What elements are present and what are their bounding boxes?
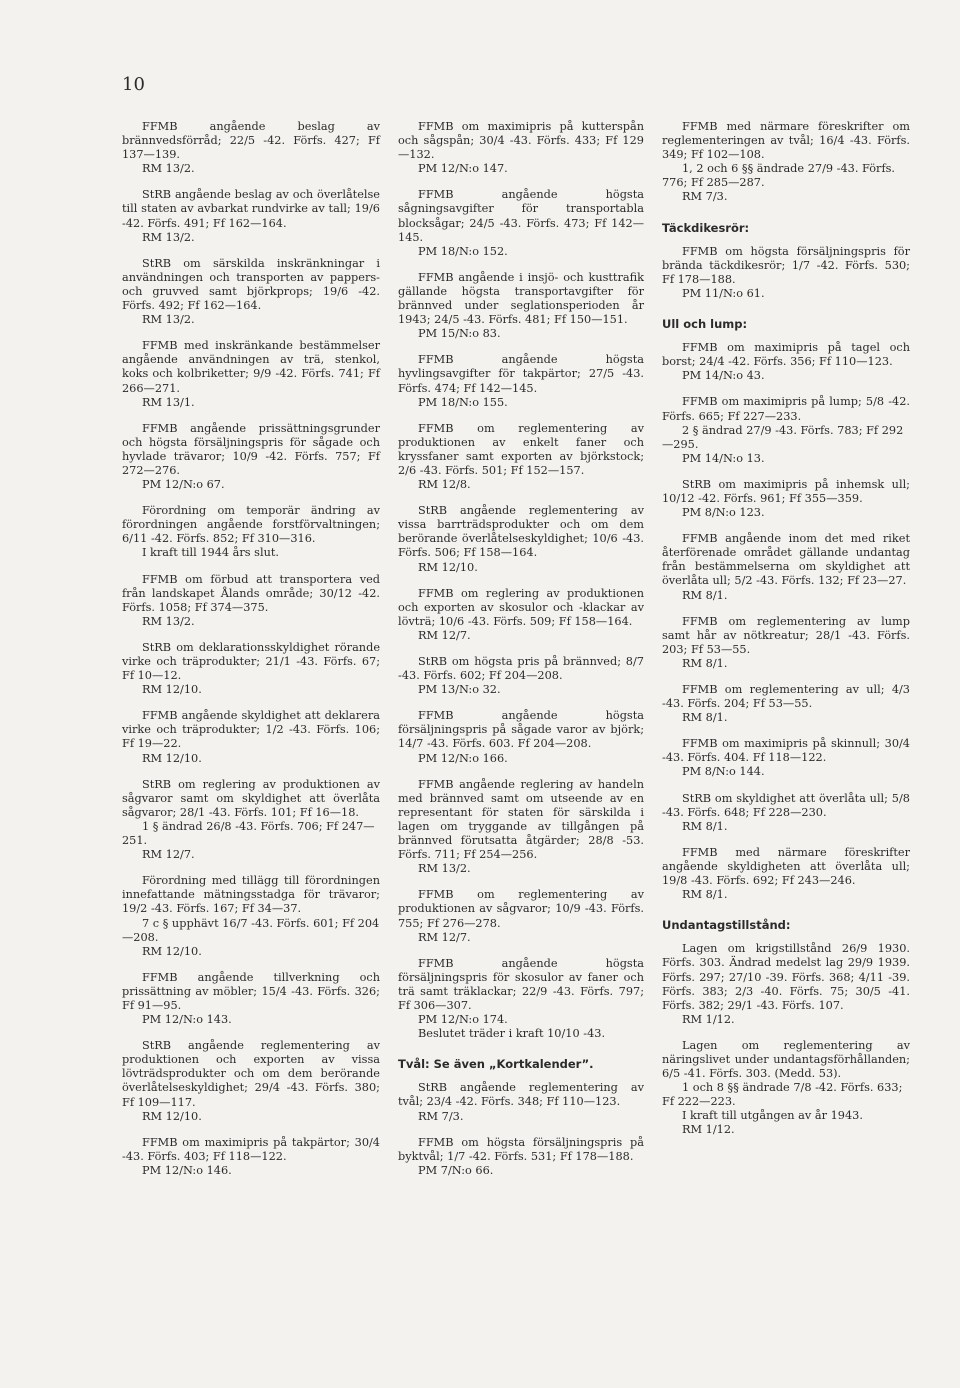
entry-reference: PM 18/N:o 152. bbox=[418, 244, 508, 258]
entry-reference: PM 15/N:o 83. bbox=[418, 327, 501, 341]
entry-reference: RM 12/7. bbox=[418, 628, 471, 642]
entry-body: FFMB om reglering av produktionen och exporten av skosulor och -klackar av lövträ; 10/6 -43. Förfs. 509; Ff 158—164. bbox=[398, 586, 644, 628]
document-entry bbox=[662, 245, 910, 301]
entry-body: FFMB angående högsta försäljningspris för skosulor av faner och trä samt träklackar; 22/9 -43. Förfs. 797; Ff 306—307. bbox=[398, 956, 644, 1012]
entry-reference: PM 13/N:o 32. bbox=[418, 683, 501, 697]
document-entry bbox=[122, 971, 380, 1027]
section-heading: Tvål: Se även „Kortkalender”. bbox=[398, 1057, 594, 1072]
entry-reference: RM 12/10. bbox=[418, 560, 478, 574]
document-entry bbox=[122, 874, 380, 959]
entry-body: FFMB om reglementering av produktionen av enkelt faner och kryssfaner samt exporten av björkstock; 2/6 -43. Förfs. 501; Ff 152—157. bbox=[398, 421, 644, 477]
entry-reference: RM 13/2. bbox=[418, 862, 471, 876]
document-entry bbox=[662, 737, 910, 779]
entry-body: FFMB om maximipris på takpärtor; 30/4 -43. Förfs. 403; Ff 118—122. bbox=[122, 1135, 380, 1163]
document-entry bbox=[398, 188, 644, 258]
entry-reference: 7 c § upphävt 16/7 -43. Förfs. 601; Ff 204—208. bbox=[122, 916, 380, 944]
entry-body: StRB om skyldighet att överlåta ull; 5/8 -43. Förfs. 648; Ff 228—230. bbox=[662, 791, 910, 819]
document-entry bbox=[662, 615, 910, 671]
entry-body: FFMB om maximipris på tagel och borst; 24/4 -42. Förfs. 356; Ff 110—123. bbox=[662, 341, 910, 369]
document-entry bbox=[662, 120, 910, 205]
section-heading: Ull och lump: bbox=[662, 317, 748, 332]
entry-body: FFMB om maximipris på skinnull; 30/4 -43. Förfs. 404. Ff 118—122. bbox=[662, 737, 910, 765]
entry-reference: PM 12/N:o 166. bbox=[418, 751, 508, 765]
column-left bbox=[122, 120, 380, 1190]
document-entry bbox=[122, 573, 380, 629]
document-entry bbox=[122, 709, 380, 765]
document-entry bbox=[398, 709, 644, 765]
entry-reference: PM 12/N:o 174. bbox=[418, 1013, 508, 1027]
document-entry bbox=[122, 120, 380, 176]
column-middle bbox=[398, 120, 644, 1190]
document-entry bbox=[122, 1039, 380, 1124]
document-entry bbox=[122, 641, 380, 697]
entry-reference: RM 12/10. bbox=[142, 1109, 202, 1123]
entry-reference: RM 1/12. bbox=[682, 1012, 735, 1026]
entry-body: StRB om deklarationsskyldighet rörande virke och träprodukter; 21/1 -43. Förfs. 67; Ff 10—12. bbox=[122, 640, 380, 683]
entry-body: FFMB angående reglering av handeln med brännved samt om utseende av en representant för staten för särskilda i lagen om tryggande av tillgången på brännved förutsatta åtgärder; 28/8 -53. Förfs. 711; Ff 254—256. bbox=[398, 777, 644, 862]
entry-reference: RM 8/1. bbox=[682, 888, 728, 902]
section-heading: Täckdikesrör: bbox=[662, 220, 750, 235]
entry-body: FFMB om reglementering av produktionen av sågvaror; 10/9 -43. Förfs. 755; Ff 276—278. bbox=[398, 888, 644, 930]
document-entry bbox=[398, 353, 644, 409]
entry-body: FFMB angående högsta försäljningspris på sågade varor av björk; 14/7 -43. Förfs. 603. Ff 204—208. bbox=[398, 709, 644, 751]
document-entry bbox=[662, 478, 910, 520]
entry-body: Lagen om krigstillstånd 26/9 1930. Förfs. 303. Ändrad medelst lag 29/9 1939. Förfs. 297; 27/10 -39. Förfs. 368; 4/11 -39. Förfs. 383; 2/3 -40. Förfs. 75; 30/5 -41. Förfs. 382; 29/1 -43. Förfs. 107. bbox=[662, 942, 910, 1012]
entry-reference: RM 8/1. bbox=[682, 819, 728, 833]
entry-reference: PM 11/N:o 61. bbox=[682, 286, 765, 300]
entry-body: FFMB angående prissättningsgrunder och högsta försäljningspris för sågade och hyvlade trävaror; 10/9 -42. Förfs. 757; Ff 272—276. bbox=[122, 421, 380, 477]
entry-body: FFMB om reglementering av lump samt hår av nötkreatur; 28/1 -43. Förfs. 203; Ff 53—55. bbox=[662, 614, 910, 656]
entry-reference: PM 14/N:o 13. bbox=[682, 451, 765, 465]
entry-body: FFMB om högsta försäljningspris på byktvål; 1/7 -42. Förfs. 531; Ff 178—188. bbox=[398, 1135, 644, 1163]
entry-body: StRB om reglering av produktionen av sågvaror samt om skyldighet att överlåta sågvaror; 28/1 -43. Förfs. 101; Ff 16—18. bbox=[122, 777, 380, 819]
document-entry bbox=[662, 341, 910, 383]
document-entry bbox=[398, 888, 644, 944]
entry-body: Förordning om temporär ändring av förordningen angående forstförvaltningen; 6/11 -42. Förfs. 852; Ff 310—316. bbox=[122, 504, 380, 546]
document-entry bbox=[398, 422, 644, 492]
document-entry bbox=[122, 422, 380, 492]
entry-body: FFMB angående beslag av brännvedsförråd; 22/5 -42. Förfs. 427; Ff 137—139. bbox=[122, 120, 380, 162]
entry-reference: 2 § ändrad 27/9 -43. Förfs. 783; Ff 292—295. bbox=[662, 423, 904, 451]
entry-reference: RM 13/2. bbox=[142, 230, 195, 244]
entry-body: Förordning med tillägg till förordningen innefattande mätningsstadga för trävaror; 19/2 -43. Förfs. 167; Ff 34—37. bbox=[122, 874, 380, 916]
document-entry bbox=[662, 846, 910, 902]
entry-reference: RM 1/12. bbox=[682, 1123, 735, 1137]
entry-reference: I kraft till 1944 års slut. bbox=[142, 546, 279, 560]
entry-reference: RM 7/3. bbox=[682, 190, 728, 204]
entry-body: StRB om särskilda inskränkningar i användningen och transporten av pappers- och gruvved samt björkprops; 19/6 -42. Förfs. 492; Ff 162—164. bbox=[122, 256, 380, 313]
entry-body: StRB angående beslag av och överlåtelse till staten av avbarkat rundvirke av tall; 19/6 -42. Förfs. 491; Ff 162—164. bbox=[122, 188, 380, 230]
document-entry bbox=[662, 1039, 910, 1138]
entry-body: FFMB angående högsta hyvlingsavgifter för takpärtor; 27/5 -43. Förfs. 474; Ff 142—145. bbox=[398, 353, 644, 395]
entry-body: StRB angående reglementering av produktionen och exporten av vissa lövträdsprodukter och om dem berörande överlåtelseskyldighet; 29/4 -43. Förfs. 380; Ff 109—117. bbox=[122, 1039, 380, 1109]
entry-body: FFMB om reglementering av ull; 4/3 -43. Förfs. 204; Ff 53—55. bbox=[662, 683, 910, 711]
entry-body: FFMB angående i insjö- och kusttrafik gällande högsta transportavgifter för brännved under seglationsperioden år 1943; 24/5 -43. Förfs. 481; Ff 150—151. bbox=[398, 270, 644, 327]
entry-body: StRB om högsta pris på brännved; 8/7 -43. Förfs. 602; Ff 204—208. bbox=[398, 655, 644, 683]
entry-reference: 1 § ändrad 26/8 -43. Förfs. 706; Ff 247—251. bbox=[122, 819, 375, 848]
document-entry bbox=[122, 257, 380, 327]
entry-reference: PM 8/N:o 123. bbox=[682, 506, 765, 520]
entry-body: StRB angående reglementering av tvål; 23/4 -42. Förfs. 348; Ff 110—123. bbox=[398, 1081, 644, 1109]
entry-body: FFMB angående tillverkning och prissättning av möbler; 15/4 -43. Förfs. 326; Ff 91—95. bbox=[122, 970, 380, 1012]
entry-body: FFMB om förbud att transportera ved från landskapet Ålands område; 30/12 -42. Förfs. 1058; Ff 374—375. bbox=[122, 572, 380, 614]
document-entry bbox=[122, 339, 380, 409]
entry-reference: PM 14/N:o 43. bbox=[682, 369, 765, 383]
entry-reference: Beslutet träder i kraft 10/10 -43. bbox=[418, 1027, 606, 1041]
entry-reference: RM 12/7. bbox=[142, 848, 195, 862]
entry-reference: RM 12/10. bbox=[142, 683, 202, 697]
section-heading: Undantagstillstånd: bbox=[662, 918, 791, 933]
entry-reference: RM 12/7. bbox=[418, 930, 471, 944]
entry-body: FFMB med inskränkande bestämmelser angående användningen av trä, stenkol, koks och kolbriketter; 9/9 -42. Förfs. 741; Ff 266—271. bbox=[122, 339, 380, 395]
entry-body: FFMB med närmare föreskrifter angående skyldigheten att överlåta ull; 19/8 -43. Förfs. 692; Ff 243—246. bbox=[662, 845, 910, 888]
entry-reference: RM 12/8. bbox=[418, 478, 471, 492]
entry-body: StRB angående reglementering av vissa barrträdsprodukter och om dem berörande överlåtelseskyldighet; 10/6 -43. Förfs. 506; Ff 158—164. bbox=[398, 504, 644, 560]
entry-reference: PM 18/N:o 155. bbox=[418, 395, 508, 409]
entry-body: FFMB om maximipris på lump; 5/8 -42. Förfs. 665; Ff 227—233. bbox=[662, 395, 910, 423]
entry-body: Lagen om reglementering av näringslivet under undantagsförhållanden; 6/5 -41. Förfs. 303. (Medd. 53). bbox=[662, 1038, 910, 1081]
entry-reference: RM 7/3. bbox=[418, 1109, 464, 1123]
document-entry bbox=[398, 778, 644, 877]
document-entry bbox=[662, 532, 910, 602]
document-entry bbox=[122, 778, 380, 863]
document-entry bbox=[662, 942, 910, 1027]
document-entry bbox=[398, 120, 644, 176]
entry-reference: RM 12/10. bbox=[142, 751, 202, 765]
document-entry bbox=[398, 587, 644, 643]
document-entry bbox=[398, 504, 644, 574]
entry-reference: RM 12/10. bbox=[142, 944, 202, 958]
entry-reference: PM 12/N:o 146. bbox=[142, 1163, 232, 1177]
document-entry bbox=[398, 957, 644, 1042]
page-number: 10 bbox=[122, 74, 145, 95]
document-entry bbox=[122, 504, 380, 560]
entry-body: FFMB om högsta försäljningspris för brända täckdikesrör; 1/7 -42. Förfs. 530; Ff 178—188. bbox=[662, 244, 910, 286]
document-entry bbox=[662, 683, 910, 725]
document-entry bbox=[398, 1136, 644, 1178]
entry-body: FFMB angående högsta sågningsavgifter för transportabla blocksågar; 24/5 -43. Förfs. 473; Ff 142—145. bbox=[398, 188, 644, 244]
entry-body: FFMB om maximipris på kutterspån och sågspån; 30/4 -43. Förfs. 433; Ff 129—132. bbox=[398, 120, 644, 162]
entry-body: StRB om maximipris på inhemsk ull; 10/12 -42. Förfs. 961; Ff 355—359. bbox=[662, 477, 910, 505]
entry-reference: PM 8/N:o 144. bbox=[682, 765, 765, 779]
entry-reference: RM 8/1. bbox=[682, 656, 728, 670]
entry-reference: RM 13/2. bbox=[142, 162, 195, 176]
column-right bbox=[662, 120, 910, 1150]
entry-reference: RM 13/2. bbox=[142, 313, 195, 327]
document-entry bbox=[398, 1081, 644, 1123]
entry-reference: PM 12/N:o 67. bbox=[142, 478, 225, 492]
entry-reference: RM 13/1. bbox=[142, 395, 195, 409]
entry-reference: RM 13/2. bbox=[142, 614, 195, 628]
entry-reference: PM 12/N:o 147. bbox=[418, 162, 508, 176]
entry-reference: PM 12/N:o 143. bbox=[142, 1013, 232, 1027]
document-entry bbox=[662, 395, 910, 465]
entry-reference: I kraft till utgången av år 1943. bbox=[682, 1109, 863, 1123]
entry-reference: RM 8/1. bbox=[682, 588, 728, 602]
document-entry bbox=[122, 1136, 380, 1178]
document-entry bbox=[122, 188, 380, 244]
document-entry bbox=[662, 792, 910, 834]
entry-body: FFMB angående inom det med riket återförenade området gällande undantag från bestämmelserna om skyldighet att överlåta ull; 5/2 -43. Förfs. 132; Ff 23—27. bbox=[662, 532, 910, 588]
document-entry bbox=[398, 655, 644, 697]
entry-reference: RM 8/1. bbox=[682, 711, 728, 725]
entry-body: FFMB angående skyldighet att deklarera virke och träprodukter; 1/2 -43. Förfs. 106; Ff 19—22. bbox=[122, 709, 380, 751]
document-entry bbox=[398, 271, 644, 341]
entry-reference: 1 och 8 §§ ändrade 7/8 -42. Förfs. 633; Ff 222—223. bbox=[662, 1081, 903, 1109]
entry-body: FFMB med närmare föreskrifter om reglementeringen av tvål; 16/4 -43. Förfs. 349; Ff 102—108. bbox=[662, 120, 910, 162]
entry-reference: PM 7/N:o 66. bbox=[418, 1163, 494, 1177]
entry-reference: 1, 2 och 6 §§ ändrade 27/9 -43. Förfs. 776; Ff 285—287. bbox=[662, 162, 896, 190]
